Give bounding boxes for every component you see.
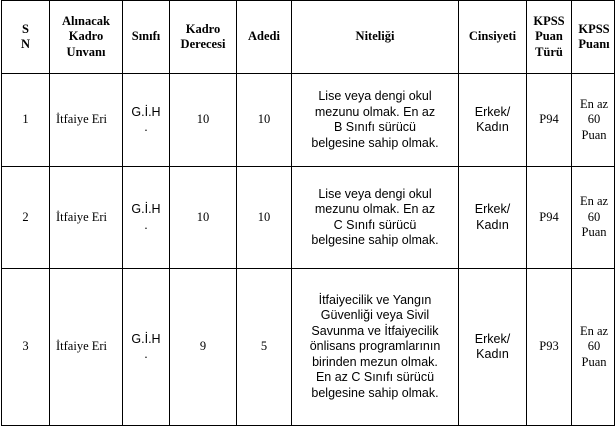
cell-unvan: İtfaiye Eri bbox=[50, 74, 123, 167]
cell-adet: 5 bbox=[237, 269, 292, 426]
header-adet: Adedi bbox=[237, 1, 292, 74]
header-row bbox=[2, 1, 615, 74]
kadro-table bbox=[1, 0, 615, 426]
cell-unvan: İtfaiye Eri bbox=[50, 269, 123, 426]
header-sinif: Sınıfı bbox=[123, 1, 170, 74]
cell-derece: 10 bbox=[170, 74, 237, 167]
cell-sinif: G.İ.H . bbox=[123, 269, 170, 426]
cell-kpss-tur: P94 bbox=[527, 74, 572, 167]
cell-derece: 9 bbox=[170, 269, 237, 426]
cell-adet: 10 bbox=[237, 74, 292, 167]
cell-derece: 10 bbox=[170, 167, 237, 269]
cell-cinsiyet: Erkek/ Kadın bbox=[459, 269, 527, 426]
cell-unvan: İtfaiye Eri bbox=[50, 167, 123, 269]
cell-cinsiyet: Erkek/ Kadın bbox=[459, 167, 527, 269]
header-sn: S N bbox=[2, 1, 50, 74]
cell-sn: 3 bbox=[2, 269, 50, 426]
header-derece: Kadro Derecesi bbox=[170, 1, 237, 74]
cell-cinsiyet: Erkek/ Kadın bbox=[459, 74, 527, 167]
cell-adet: 10 bbox=[237, 167, 292, 269]
cell-kpss-tur: P93 bbox=[527, 269, 572, 426]
cell-kpss-puan: En az 60 Puan bbox=[572, 167, 615, 269]
cell-kpss-puan: En az 60 Puan bbox=[572, 269, 615, 426]
cell-sn: 1 bbox=[2, 74, 50, 167]
table-row bbox=[2, 167, 615, 269]
cell-nitelik: Lise veya dengi okul mezunu olmak. En az B Sınıfı sürücü belgesine sahip olmak. bbox=[292, 74, 459, 167]
cell-nitelik: Lise veya dengi okul mezunu olmak. En az C Sınıfı sürücü belgesine sahip olmak. bbox=[292, 167, 459, 269]
header-unvan: Alınacak Kadro Unvanı bbox=[50, 1, 123, 74]
table-row bbox=[2, 74, 615, 167]
cell-sn: 2 bbox=[2, 167, 50, 269]
cell-nitelik: İtfaiyecilik ve Yangın Güvenliği veya Sivil Savunma ve İtfaiyecilik önlisans programlarının birinden mezun olmak. En az C Sınıfı sürücü belgesine sahip olmak. bbox=[292, 269, 459, 426]
cell-sinif: G.İ.H . bbox=[123, 167, 170, 269]
cell-sinif: G.İ.H . bbox=[123, 74, 170, 167]
cell-kpss-tur: P94 bbox=[527, 167, 572, 269]
header-kpss-tur: KPSS Puan Türü bbox=[527, 1, 572, 74]
header-nitelik: Niteliği bbox=[292, 1, 459, 74]
cell-kpss-puan: En az 60 Puan bbox=[572, 74, 615, 167]
header-cinsiyet: Cinsiyeti bbox=[459, 1, 527, 74]
header-kpss-puan: KPSS Puanı bbox=[572, 1, 615, 74]
table-row bbox=[2, 269, 615, 426]
